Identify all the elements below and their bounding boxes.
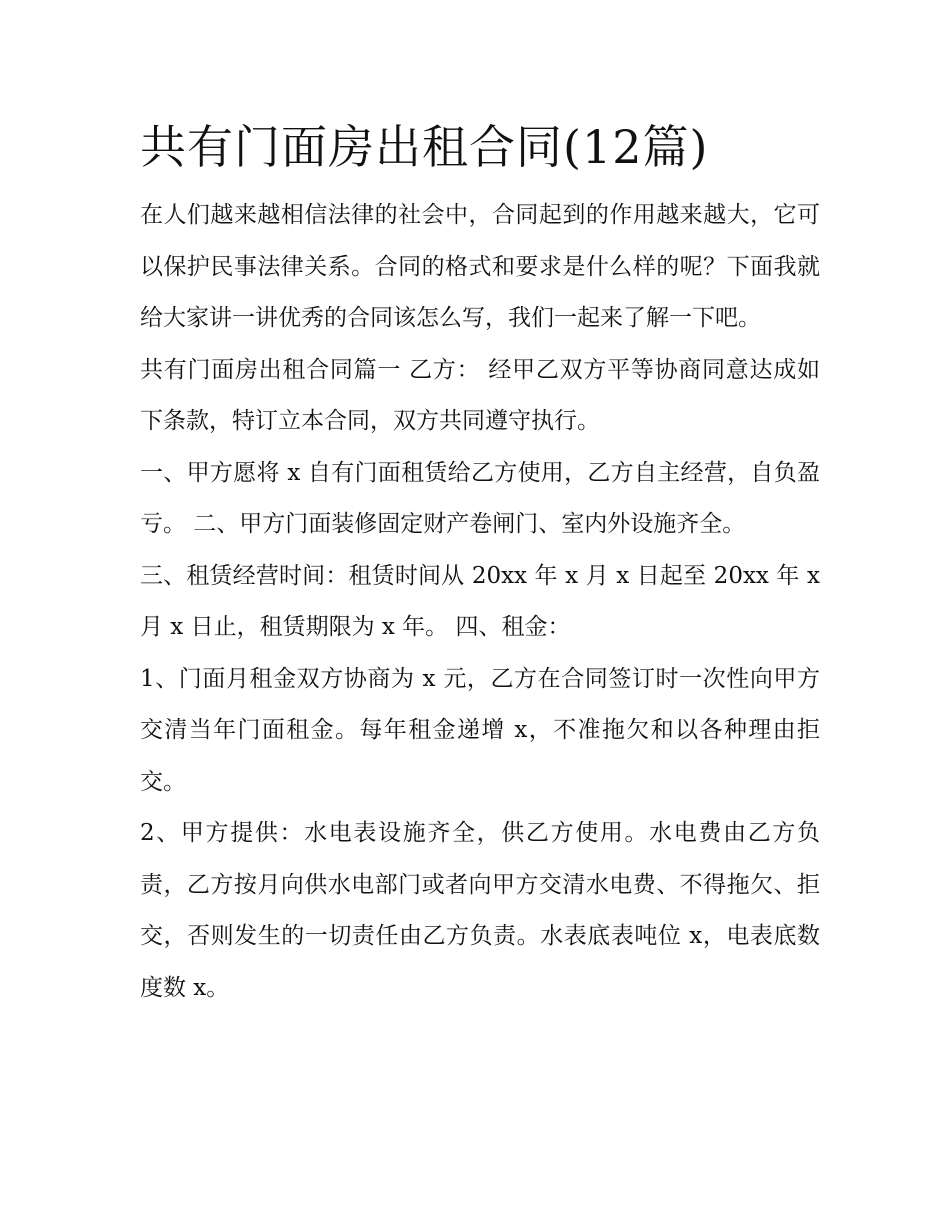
document-title: 共有门面房出租合同(12篇) — [140, 120, 709, 174]
contract-opening-paragraph: 共有门面房出租合同篇一 乙方： 经甲乙双方平等协商同意达成如下条款，特订立本合同，双方共同遵守执行。 — [140, 356, 820, 434]
clause-1-2-paragraph: 一、甲方愿将 x 自有门面租赁给乙方使用，乙方自主经营，自负盈亏。 二、甲方门面装修固定财产卷闸门、室内外设施齐全。 — [140, 459, 820, 537]
rent-item-1-paragraph: 1、门面月租金双方协商为 x 元，乙方在合同签订时一次性向甲方交清当年门面租金。每年租金递增 x，不准拖欠和以各种理由拒交。 — [140, 665, 820, 795]
rent-item-2-paragraph: 2、甲方提供：水电表设施齐全，供乙方使用。水电费由乙方负责，乙方按月向供水电部门或者向甲方交清水电费、不得拖欠、拒交，否则发生的一切责任由乙方负责。水表底表吨位 x，电表底数度数 x。 — [140, 820, 820, 1001]
clause-3-4-paragraph: 三、租赁经营时间：租赁时间从 20xx 年 x 月 x 日起至 20xx 年 x 月 x 日止，租赁期限为 x 年。 四、租金： — [140, 562, 820, 640]
document-page — [140, 112, 820, 1014]
intro-paragraph: 在人们越来越相信法律的社会中，合同起到的作用越来越大，它可以保护民事法律关系。合同的格式和要求是什么样的呢？下面我就给大家讲一讲优秀的合同该怎么写，我们一起来了解一下吧。 — [140, 202, 820, 331]
